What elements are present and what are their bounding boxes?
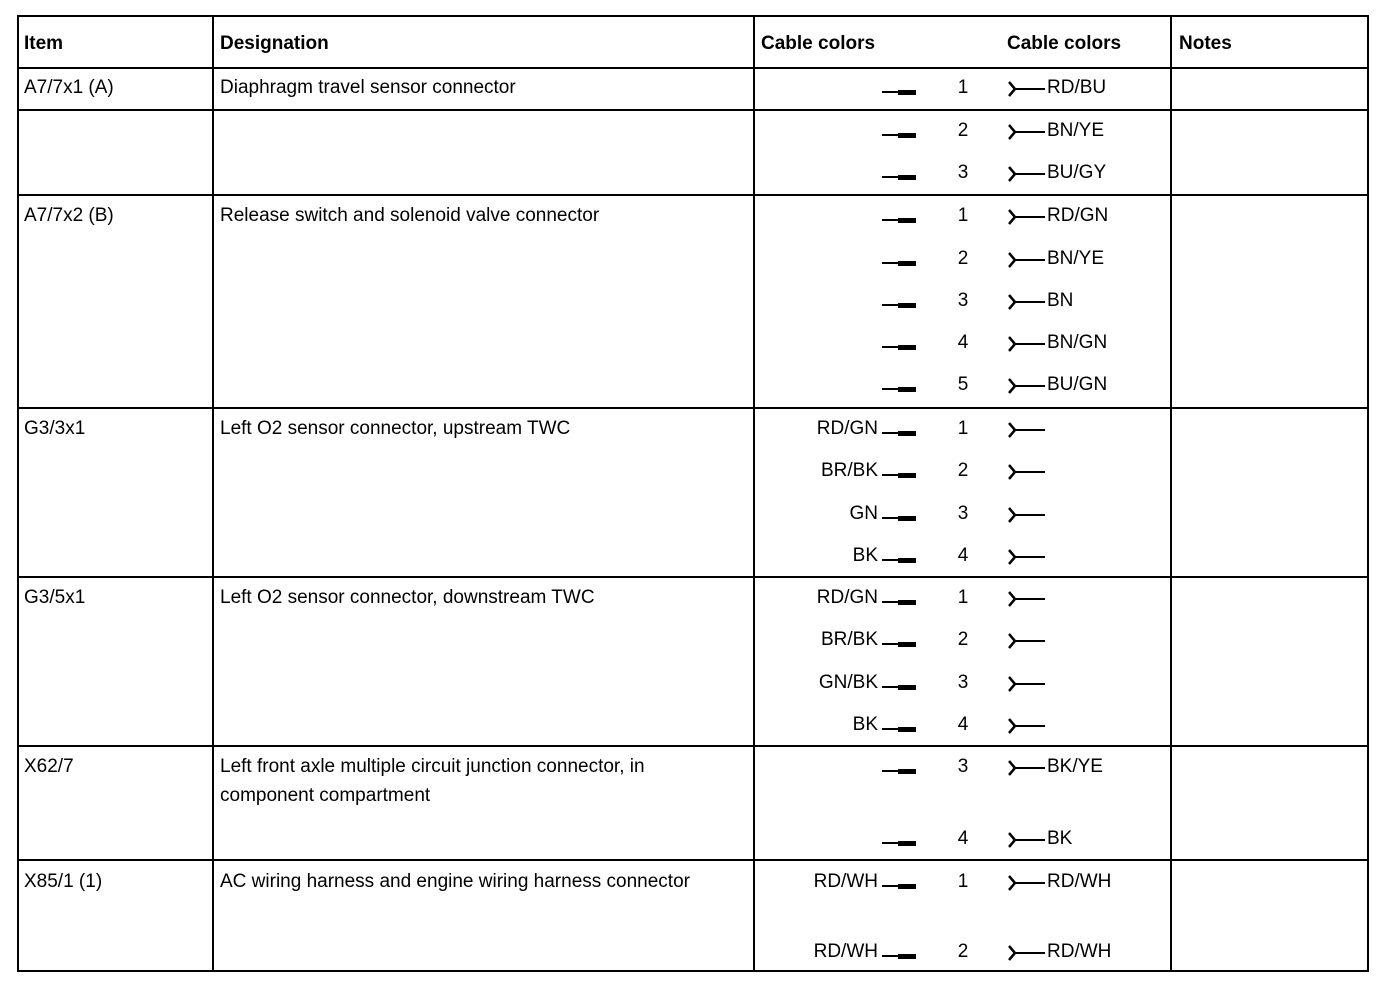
pin-row: [755, 709, 1170, 743]
right-cable-color: BK/YE: [1047, 756, 1103, 777]
pin-number: 3: [957, 503, 969, 524]
socket-icon: [1007, 506, 1021, 524]
right-cable-color: BN/GN: [1047, 332, 1108, 353]
pin-row: [755, 115, 1170, 149]
item-cell: G3/5x1: [24, 587, 86, 608]
column-divider: [212, 17, 214, 970]
item-cell: G3/3x1: [24, 418, 86, 439]
socket-icon: [1007, 293, 1021, 311]
pin-number: 2: [957, 460, 969, 481]
pin-row: [755, 823, 1170, 857]
row-divider: [19, 109, 1367, 111]
pin-row: [755, 498, 1170, 532]
pin-row: [755, 540, 1170, 574]
plug-icon: [882, 885, 916, 887]
header-item: Item: [24, 33, 64, 54]
left-cable-color: RD/GN: [816, 418, 878, 439]
plug-icon: [882, 559, 916, 561]
left-cable-color: GN/BK: [818, 672, 878, 693]
plug-icon: [882, 686, 916, 688]
designation-cell: Left O2 sensor connector, upstream TWC: [220, 418, 571, 439]
left-cable-color: RD/WH: [813, 941, 878, 962]
socket-icon: [1007, 335, 1021, 353]
left-cable-color: BK: [852, 714, 878, 735]
designation-cell: Release switch and solenoid valve connector: [220, 205, 600, 226]
pin-number: 1: [957, 205, 969, 226]
plug-icon: [882, 770, 916, 772]
item-cell: X85/1 (1): [24, 871, 103, 892]
socket-icon: [1007, 123, 1021, 141]
plug-icon: [882, 91, 916, 93]
socket-icon: [1007, 377, 1021, 395]
pin-number: 1: [957, 418, 969, 439]
left-cable-color: BR/BK: [820, 629, 878, 650]
pin-row: [755, 413, 1170, 447]
pin-number: 4: [957, 332, 969, 353]
plug-icon: [882, 134, 916, 136]
row-divider: [19, 745, 1367, 747]
plug-icon: [882, 842, 916, 844]
right-cable-color: RD/GN: [1047, 205, 1109, 226]
row-divider: [19, 194, 1367, 196]
left-cable-color: GN: [849, 503, 878, 524]
header-designation: Designation: [220, 33, 329, 54]
pin-row: [755, 582, 1170, 616]
socket-icon: [1007, 208, 1021, 226]
socket-icon: [1007, 548, 1021, 566]
row-divider: [19, 859, 1367, 861]
pin-number: 2: [957, 629, 969, 650]
pin-row: [755, 624, 1170, 658]
pin-row: [755, 751, 1170, 785]
pin-number: 4: [957, 545, 969, 566]
pin-row: [755, 72, 1170, 106]
designation-cell: Left front axle multiple circuit junction connector, in component compartment: [220, 756, 645, 806]
item-cell: A7/7x2 (B): [24, 205, 114, 226]
designation-cell: AC wiring harness and engine wiring harness connector: [220, 871, 690, 892]
plug-icon: [882, 432, 916, 434]
socket-icon: [1007, 675, 1021, 693]
pin-number: 4: [957, 828, 969, 849]
right-cable-color: BN/YE: [1047, 248, 1105, 269]
designation-cell: Diaphragm travel sensor connector: [220, 77, 516, 98]
pin-row: [755, 667, 1170, 701]
pin-number: 1: [957, 871, 969, 892]
left-cable-color: BR/BK: [820, 460, 878, 481]
left-cable-color: RD/WH: [813, 871, 878, 892]
pin-row: [755, 200, 1170, 234]
pin-row: [755, 455, 1170, 489]
socket-icon: [1007, 463, 1021, 481]
plug-icon: [882, 643, 916, 645]
socket-icon: [1007, 590, 1021, 608]
header-cable-colors-right: Cable colors: [1007, 33, 1122, 54]
pin-number: 3: [957, 672, 969, 693]
pin-row: [755, 866, 1170, 900]
right-cable-color: BK: [1047, 828, 1073, 849]
left-cable-color: RD/GN: [816, 587, 878, 608]
right-cable-color: BU/GY: [1047, 162, 1107, 183]
pin-number: 2: [957, 120, 969, 141]
socket-icon: [1007, 759, 1021, 777]
pin-row: [755, 327, 1170, 361]
item-cell: X62/7: [24, 756, 74, 777]
plug-icon: [882, 955, 916, 957]
pin-number: 2: [957, 248, 969, 269]
socket-icon: [1007, 944, 1021, 962]
designation-cell: Left O2 sensor connector, downstream TWC: [220, 587, 595, 608]
pin-number: 5: [957, 374, 969, 395]
row-divider: [19, 407, 1367, 409]
plug-icon: [882, 262, 916, 264]
plug-icon: [882, 601, 916, 603]
right-cable-color: RD/WH: [1047, 871, 1112, 892]
right-cable-color: BU/GN: [1047, 374, 1108, 395]
pin-number: 1: [957, 587, 969, 608]
plug-icon: [882, 176, 916, 178]
plug-icon: [882, 304, 916, 306]
pin-row: [755, 285, 1170, 319]
right-cable-color: RD/WH: [1047, 941, 1112, 962]
plug-icon: [882, 388, 916, 390]
plug-icon: [882, 219, 916, 221]
pin-number: 1: [957, 77, 969, 98]
item-cell: A7/7x1 (A): [24, 77, 114, 98]
pin-row: [755, 369, 1170, 403]
column-divider: [1170, 17, 1172, 970]
left-cable-color: BK: [852, 545, 878, 566]
socket-icon: [1007, 165, 1021, 183]
pin-number: 3: [957, 290, 969, 311]
pin-number: 3: [957, 162, 969, 183]
pin-row: [755, 157, 1170, 191]
socket-icon: [1007, 717, 1021, 735]
connector-table: [17, 15, 1369, 972]
right-cable-color: RD/BU: [1047, 77, 1107, 98]
plug-icon: [882, 346, 916, 348]
pin-row: [755, 243, 1170, 277]
row-divider: [19, 67, 1367, 69]
header-notes: Notes: [1179, 33, 1232, 54]
socket-icon: [1007, 251, 1021, 269]
right-cable-color: BN/YE: [1047, 120, 1105, 141]
socket-icon: [1007, 80, 1021, 98]
pin-row: [755, 936, 1170, 970]
right-cable-color: BN: [1047, 290, 1074, 311]
header-cable-colors-left: Cable colors: [761, 33, 876, 54]
socket-icon: [1007, 831, 1021, 849]
socket-icon: [1007, 421, 1021, 439]
plug-icon: [882, 517, 916, 519]
pin-number: 4: [957, 714, 969, 735]
row-divider: [19, 576, 1367, 578]
plug-icon: [882, 474, 916, 476]
plug-icon: [882, 728, 916, 730]
socket-icon: [1007, 874, 1021, 892]
pin-number: 2: [957, 941, 969, 962]
socket-icon: [1007, 632, 1021, 650]
pin-number: 3: [957, 756, 969, 777]
